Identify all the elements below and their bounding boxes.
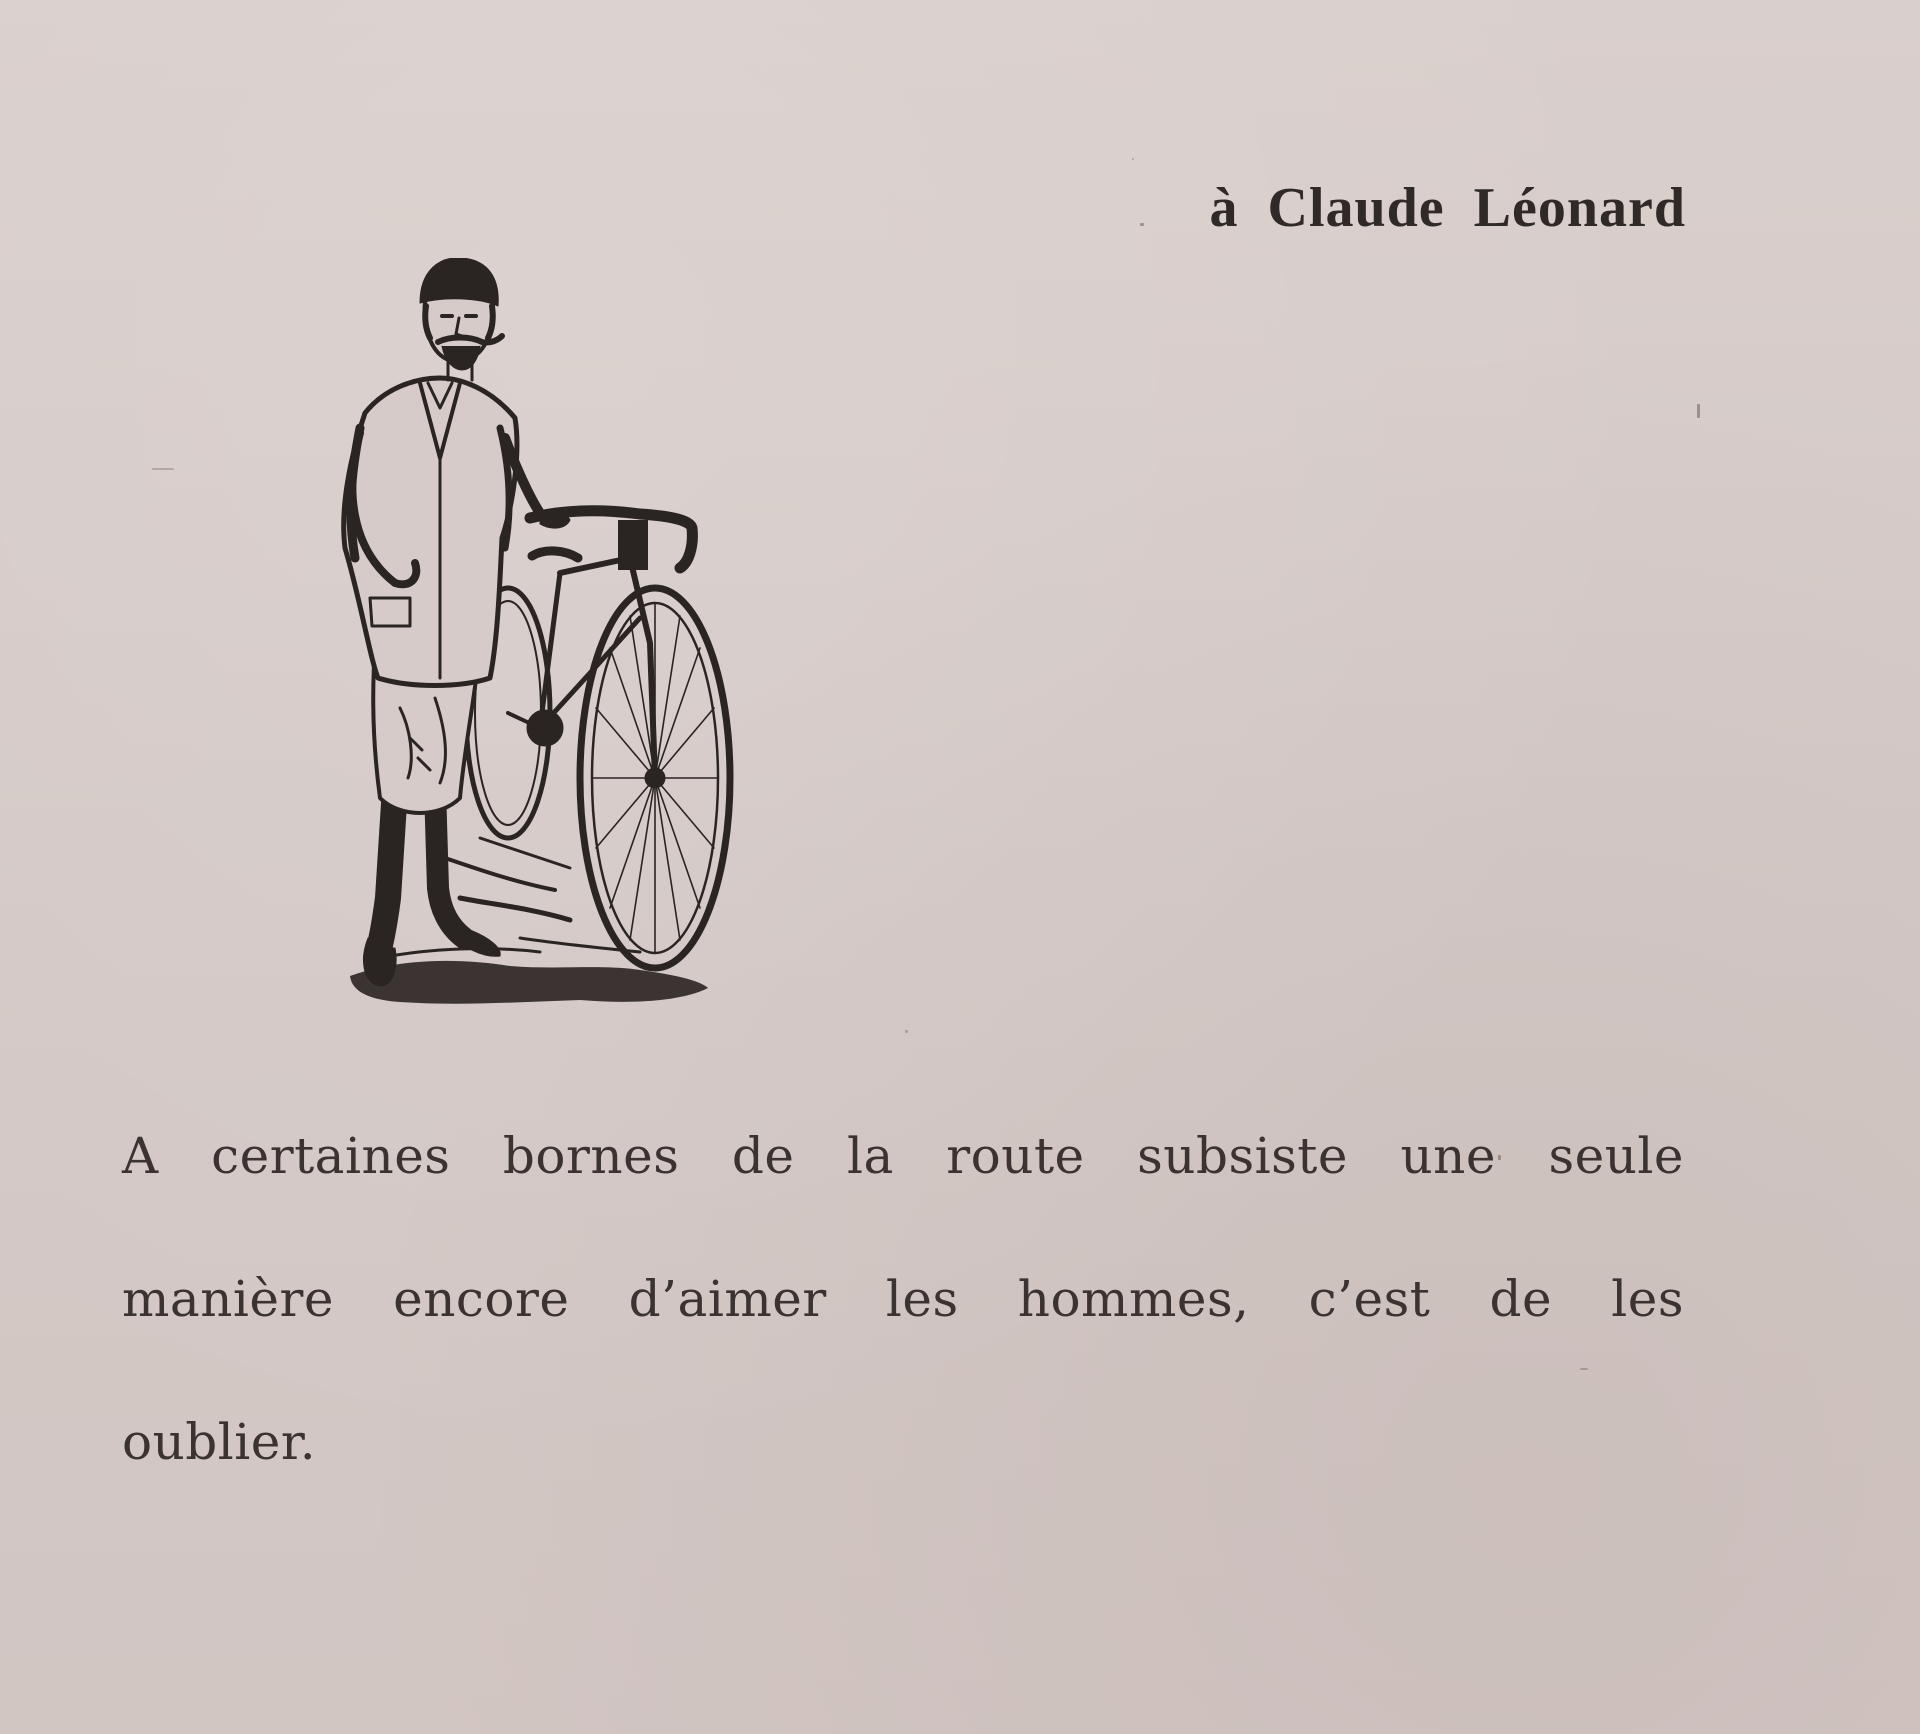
paragraph [122,1085,1684,1514]
paper-speck [1140,223,1144,226]
paper-speck [152,468,174,470]
cyclist-with-bicycle-icon [340,258,740,1018]
paper-speck [1697,404,1700,418]
dedication-heading: à Claude Léonard [1209,177,1686,239]
paper-speck [905,1030,908,1033]
paper-speck [1132,158,1134,160]
paragraph-line: manière encore d’aimer les hommes, c’est de les [122,1270,1684,1328]
paragraph-line: A certaines bornes de la route subsiste une seule [122,1127,1684,1185]
paragraph-line: oublier. [122,1413,317,1471]
